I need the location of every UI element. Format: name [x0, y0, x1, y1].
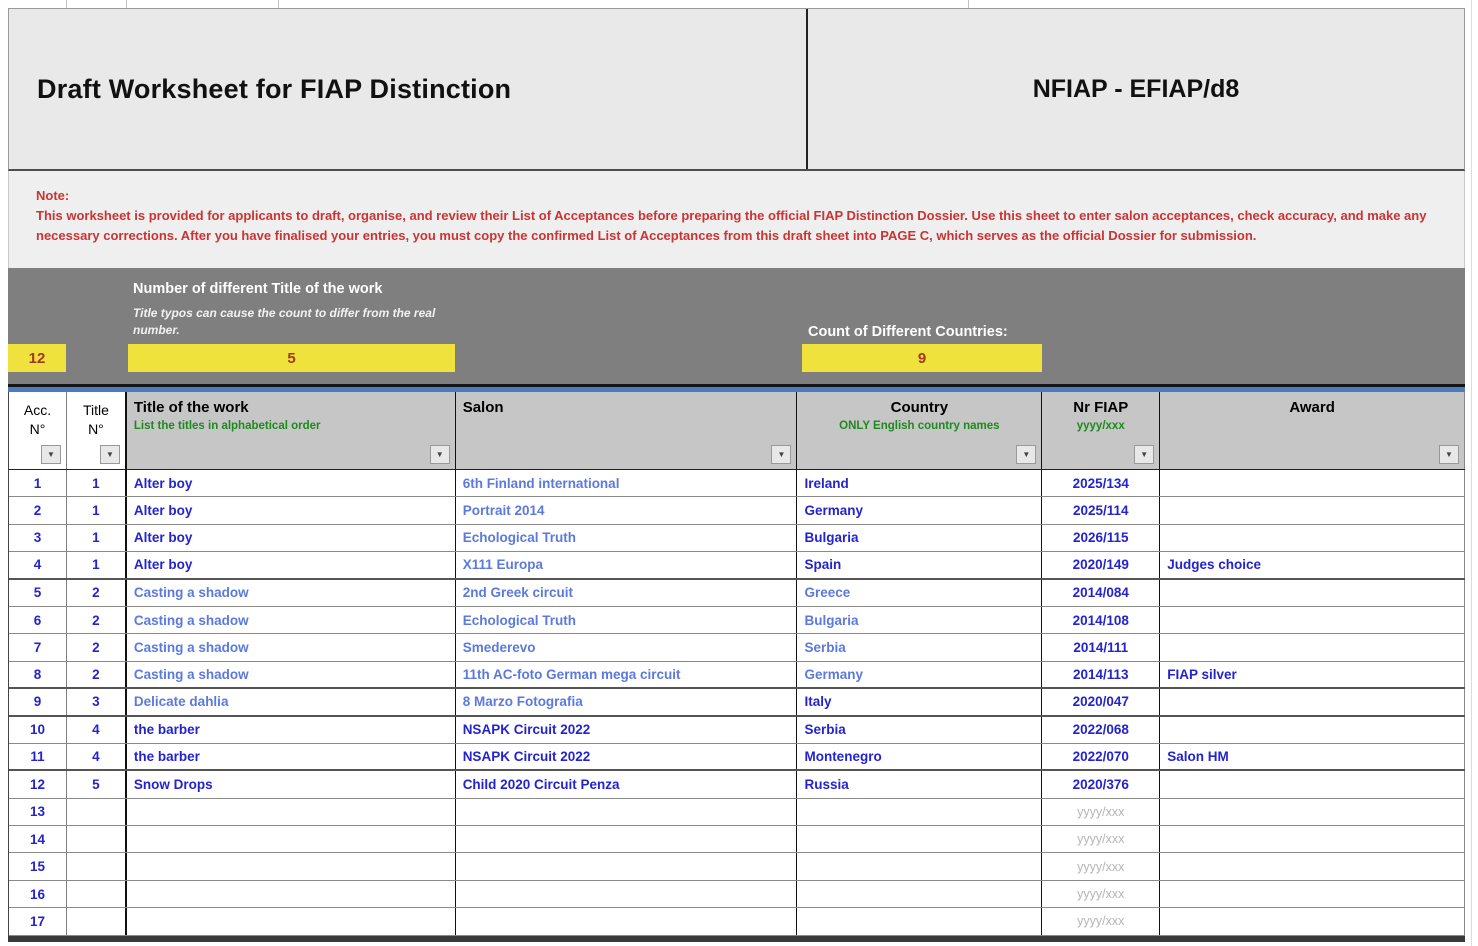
- cell-acc-number[interactable]: 13: [9, 799, 67, 825]
- header-salon[interactable]: [456, 392, 798, 469]
- cell-award[interactable]: [1160, 497, 1465, 523]
- cell-title-number[interactable]: [67, 908, 127, 934]
- cell-country[interactable]: [797, 799, 1042, 825]
- cell-award[interactable]: [1160, 826, 1465, 852]
- cell-salon[interactable]: 6th Finland international: [456, 470, 798, 496]
- header-acc-line2: N°: [29, 421, 46, 437]
- cell-title-number[interactable]: 2: [67, 662, 127, 687]
- cell-country[interactable]: Greece: [797, 580, 1042, 606]
- cell-award[interactable]: [1160, 634, 1465, 660]
- table-row: [9, 771, 1465, 798]
- cell-title-number[interactable]: [67, 799, 127, 825]
- cell-award[interactable]: [1160, 580, 1465, 606]
- header-title-hint: List the titles in alphabetical order: [133, 420, 321, 432]
- header-award[interactable]: [1160, 392, 1465, 469]
- cell-salon[interactable]: [456, 853, 798, 879]
- table-row: [9, 908, 1465, 935]
- header-titleno-label: [67, 392, 125, 439]
- sheet-bottom-border: [8, 936, 1465, 942]
- cell-nr-fiap[interactable]: yyyy/xxx: [1042, 826, 1160, 852]
- note-text: This worksheet is provided for applicants to draft, organise, and review their List of Acceptances before preparing the official FIAP Distinction Dossier. Use this sheet to enter salon acceptances, check accuracy, and make any necessary corrections. After you have finalised your entries, you must copy the confirmed List of Acceptances from this draft sheet into PAGE C, which serves as the official Dossier for submission.: [36, 208, 1427, 243]
- cell-title-of-work[interactable]: Alter boy: [127, 497, 456, 523]
- gridline-tick: [126, 0, 127, 8]
- cell-salon[interactable]: Echological Truth: [456, 525, 798, 551]
- cell-salon[interactable]: Child 2020 Circuit Penza: [456, 771, 798, 797]
- cell-nr-fiap[interactable]: 2025/114: [1042, 497, 1160, 523]
- cell-acc-number[interactable]: 16: [9, 881, 67, 907]
- cell-acc-number[interactable]: 3: [9, 525, 67, 551]
- cell-nr-fiap[interactable]: 2014/111: [1042, 634, 1160, 660]
- cell-salon[interactable]: NSAPK Circuit 2022: [456, 717, 798, 743]
- cell-title-number[interactable]: 1: [67, 470, 127, 496]
- cell-nr-fiap[interactable]: 2020/047: [1042, 689, 1160, 714]
- filter-dropdown-country[interactable]: ▼: [1016, 445, 1036, 464]
- worksheet: [8, 8, 1465, 942]
- cell-acc-number[interactable]: 4: [9, 552, 67, 577]
- cell-salon[interactable]: [456, 908, 798, 934]
- cell-country[interactable]: Ireland: [797, 470, 1042, 496]
- cell-nr-fiap[interactable]: yyyy/xxx: [1042, 853, 1160, 879]
- cell-award[interactable]: [1160, 908, 1465, 934]
- cell-award[interactable]: [1160, 525, 1465, 551]
- cell-salon[interactable]: X111 Europa: [456, 552, 798, 577]
- cell-award[interactable]: [1160, 799, 1465, 825]
- cell-nr-fiap[interactable]: 2025/134: [1042, 470, 1160, 496]
- table-row: [9, 470, 1465, 497]
- cell-title-number[interactable]: 1: [67, 497, 127, 523]
- table-header: [8, 392, 1465, 470]
- titles-count-cell[interactable]: 5: [128, 344, 455, 372]
- table-row: [9, 607, 1465, 634]
- note-label: Note:: [36, 188, 70, 203]
- cell-country[interactable]: [797, 881, 1042, 907]
- cell-title-of-work[interactable]: Casting a shadow: [127, 607, 456, 633]
- cell-title-of-work[interactable]: [127, 881, 456, 907]
- title-block: [8, 8, 1465, 171]
- header-salon-label: Salon: [462, 399, 504, 416]
- cell-country[interactable]: [797, 826, 1042, 852]
- cell-title-number[interactable]: 2: [67, 634, 127, 660]
- cell-title-number[interactable]: 1: [67, 525, 127, 551]
- cell-country[interactable]: Serbia: [797, 634, 1042, 660]
- cell-title-number[interactable]: 1: [67, 552, 127, 577]
- cell-salon[interactable]: 11th AC-foto German mega circuit: [456, 662, 798, 687]
- cell-title-of-work[interactable]: Casting a shadow: [127, 580, 456, 606]
- cell-nr-fiap[interactable]: 2026/115: [1042, 525, 1160, 551]
- cell-salon[interactable]: [456, 881, 798, 907]
- cell-title-of-work[interactable]: Alter boy: [127, 470, 456, 496]
- filter-dropdown-acc[interactable]: ▼: [41, 445, 61, 464]
- cell-title-number[interactable]: 5: [67, 771, 127, 797]
- cell-country[interactable]: Germany: [797, 662, 1042, 687]
- cell-nr-fiap[interactable]: 2020/376: [1042, 771, 1160, 797]
- cell-title-of-work[interactable]: Alter boy: [127, 552, 456, 577]
- cell-country[interactable]: [797, 853, 1042, 879]
- table-row: [9, 853, 1465, 880]
- header-country-hint: ONLY English country names: [839, 420, 1000, 432]
- gridline-tick: [968, 0, 969, 8]
- cell-award[interactable]: [1160, 771, 1465, 797]
- cell-title-number[interactable]: 2: [67, 580, 127, 606]
- distinction-title: NFIAP - EFIAP/d8: [1032, 74, 1240, 103]
- cell-acc-number[interactable]: 11: [9, 744, 67, 769]
- table-row: [9, 717, 1465, 744]
- header-acc-line1: Acc.: [23, 402, 52, 418]
- filter-dropdown-nr[interactable]: ▼: [1134, 445, 1154, 464]
- cell-country[interactable]: [797, 908, 1042, 934]
- cell-country[interactable]: Russia: [797, 771, 1042, 797]
- cell-salon[interactable]: [456, 826, 798, 852]
- table-row: [9, 744, 1465, 771]
- cell-award[interactable]: [1160, 689, 1465, 714]
- cell-title-of-work[interactable]: [127, 826, 456, 852]
- filter-dropdown-title[interactable]: ▼: [430, 445, 450, 464]
- header-award-label: Award: [1289, 399, 1335, 416]
- table-row: [9, 634, 1465, 661]
- cell-acc-number[interactable]: 15: [9, 853, 67, 879]
- table-row: [9, 881, 1465, 908]
- header-acc-label: [9, 392, 66, 439]
- cell-award[interactable]: Judges choice: [1160, 552, 1465, 577]
- cell-title-number[interactable]: [67, 826, 127, 852]
- cell-country[interactable]: Spain: [797, 552, 1042, 577]
- cell-acc-number[interactable]: 10: [9, 717, 67, 743]
- cell-nr-fiap[interactable]: 2022/068: [1042, 717, 1160, 743]
- countries-count-heading: Count of Different Countries:: [808, 324, 1008, 340]
- cell-acc-number[interactable]: 14: [9, 826, 67, 852]
- table-row: [9, 497, 1465, 524]
- cell-country[interactable]: Montenegro: [797, 744, 1042, 769]
- table-body: [8, 470, 1465, 936]
- cell-title-number[interactable]: 4: [67, 717, 127, 743]
- cell-nr-fiap[interactable]: yyyy/xxx: [1042, 881, 1160, 907]
- cell-nr-fiap[interactable]: 2014/084: [1042, 580, 1160, 606]
- cell-title-of-work[interactable]: the barber: [127, 717, 456, 743]
- screen-edge-line: [1471, 0, 1472, 946]
- cell-salon[interactable]: [456, 799, 798, 825]
- gridline-tick: [278, 0, 279, 8]
- cell-nr-fiap[interactable]: 2022/070: [1042, 744, 1160, 769]
- note-block: [8, 171, 1465, 268]
- cell-award[interactable]: [1160, 881, 1465, 907]
- cell-country[interactable]: Germany: [797, 497, 1042, 523]
- cell-title-of-work[interactable]: Delicate dahlia: [127, 689, 456, 714]
- worksheet-title-cell: [9, 9, 806, 169]
- cell-title-of-work[interactable]: Snow Drops: [127, 771, 456, 797]
- cell-title-of-work[interactable]: [127, 853, 456, 879]
- cell-title-number[interactable]: [67, 881, 127, 907]
- cell-title-number[interactable]: 3: [67, 689, 127, 714]
- cell-title-of-work[interactable]: Casting a shadow: [127, 662, 456, 687]
- header-titleno-line2: N°: [88, 421, 104, 437]
- table-row: [9, 799, 1465, 826]
- cell-acc-number[interactable]: 6: [9, 607, 67, 633]
- cell-award[interactable]: [1160, 717, 1465, 743]
- filter-dropdown-salon[interactable]: ▼: [771, 445, 791, 464]
- summary-band: [8, 268, 1465, 387]
- distinction-title-cell: [806, 9, 1464, 169]
- table-row: [9, 826, 1465, 853]
- cell-salon[interactable]: NSAPK Circuit 2022: [456, 744, 798, 769]
- header-title-label: Title of the work: [133, 399, 249, 416]
- table-row: [9, 552, 1465, 579]
- cell-salon[interactable]: Portrait 2014: [456, 497, 798, 523]
- cell-country[interactable]: Serbia: [797, 717, 1042, 743]
- cell-nr-fiap[interactable]: yyyy/xxx: [1042, 908, 1160, 934]
- cell-salon[interactable]: 8 Marzo Fotografia: [456, 689, 798, 714]
- cell-title-number[interactable]: [67, 853, 127, 879]
- header-title-of-work[interactable]: [127, 392, 456, 469]
- cell-acc-number[interactable]: 9: [9, 689, 67, 714]
- filter-dropdown-titleno[interactable]: ▼: [100, 445, 120, 464]
- header-country[interactable]: [797, 392, 1042, 469]
- header-nr-fiap[interactable]: [1042, 392, 1160, 469]
- cell-nr-fiap[interactable]: yyyy/xxx: [1042, 799, 1160, 825]
- cell-award[interactable]: Salon HM: [1160, 744, 1465, 769]
- countries-count-cell[interactable]: 9: [802, 344, 1042, 372]
- table-row: [9, 689, 1465, 716]
- header-nr-label: Nr FIAP: [1073, 399, 1129, 416]
- cell-award[interactable]: [1160, 853, 1465, 879]
- acceptance-count-cell[interactable]: 12: [8, 344, 66, 372]
- cell-acc-number[interactable]: 8: [9, 662, 67, 687]
- cell-title-of-work[interactable]: [127, 799, 456, 825]
- cell-acc-number[interactable]: 5: [9, 580, 67, 606]
- filter-dropdown-award[interactable]: ▼: [1439, 445, 1459, 464]
- cell-country[interactable]: Bulgaria: [797, 607, 1042, 633]
- cell-nr-fiap[interactable]: 2014/113: [1042, 662, 1160, 687]
- cell-acc-number[interactable]: 7: [9, 634, 67, 660]
- cell-salon[interactable]: Smederevo: [456, 634, 798, 660]
- cell-nr-fiap[interactable]: 2020/149: [1042, 552, 1160, 577]
- cell-salon[interactable]: Echological Truth: [456, 607, 798, 633]
- header-titleno-line1: Title: [82, 402, 109, 418]
- header-title-number[interactable]: [67, 392, 127, 469]
- cell-title-of-work[interactable]: Alter boy: [127, 525, 456, 551]
- cell-nr-fiap[interactable]: 2014/108: [1042, 607, 1160, 633]
- table-row: [9, 580, 1465, 607]
- table-row: [9, 525, 1465, 552]
- cell-title-of-work[interactable]: the barber: [127, 744, 456, 769]
- cell-acc-number[interactable]: 12: [9, 771, 67, 797]
- titles-count-heading: Number of different Title of the work: [133, 281, 383, 297]
- header-nr-hint: yyyy/xxx: [1076, 420, 1125, 432]
- cell-title-number[interactable]: 4: [67, 744, 127, 769]
- header-country-label: Country: [890, 399, 949, 416]
- cell-award[interactable]: [1160, 607, 1465, 633]
- cell-title-number[interactable]: 2: [67, 607, 127, 633]
- cell-country[interactable]: Italy: [797, 689, 1042, 714]
- cell-title-of-work[interactable]: [127, 908, 456, 934]
- table-row: [9, 662, 1465, 689]
- cell-acc-number[interactable]: 17: [9, 908, 67, 934]
- cell-award[interactable]: [1160, 470, 1465, 496]
- cell-acc-number[interactable]: 2: [9, 497, 67, 523]
- cell-salon[interactable]: 2nd Greek circuit: [456, 580, 798, 606]
- cell-acc-number[interactable]: 1: [9, 470, 67, 496]
- cell-country[interactable]: Bulgaria: [797, 525, 1042, 551]
- gridline-tick: [66, 0, 67, 8]
- page-title: Draft Worksheet for FIAP Distinction: [37, 73, 512, 104]
- cell-title-of-work[interactable]: Casting a shadow: [127, 634, 456, 660]
- titles-count-hint: Title typos can cause the count to differ from the real number.: [133, 306, 436, 337]
- header-acc-number[interactable]: [9, 392, 67, 469]
- cell-award[interactable]: FIAP silver: [1160, 662, 1465, 687]
